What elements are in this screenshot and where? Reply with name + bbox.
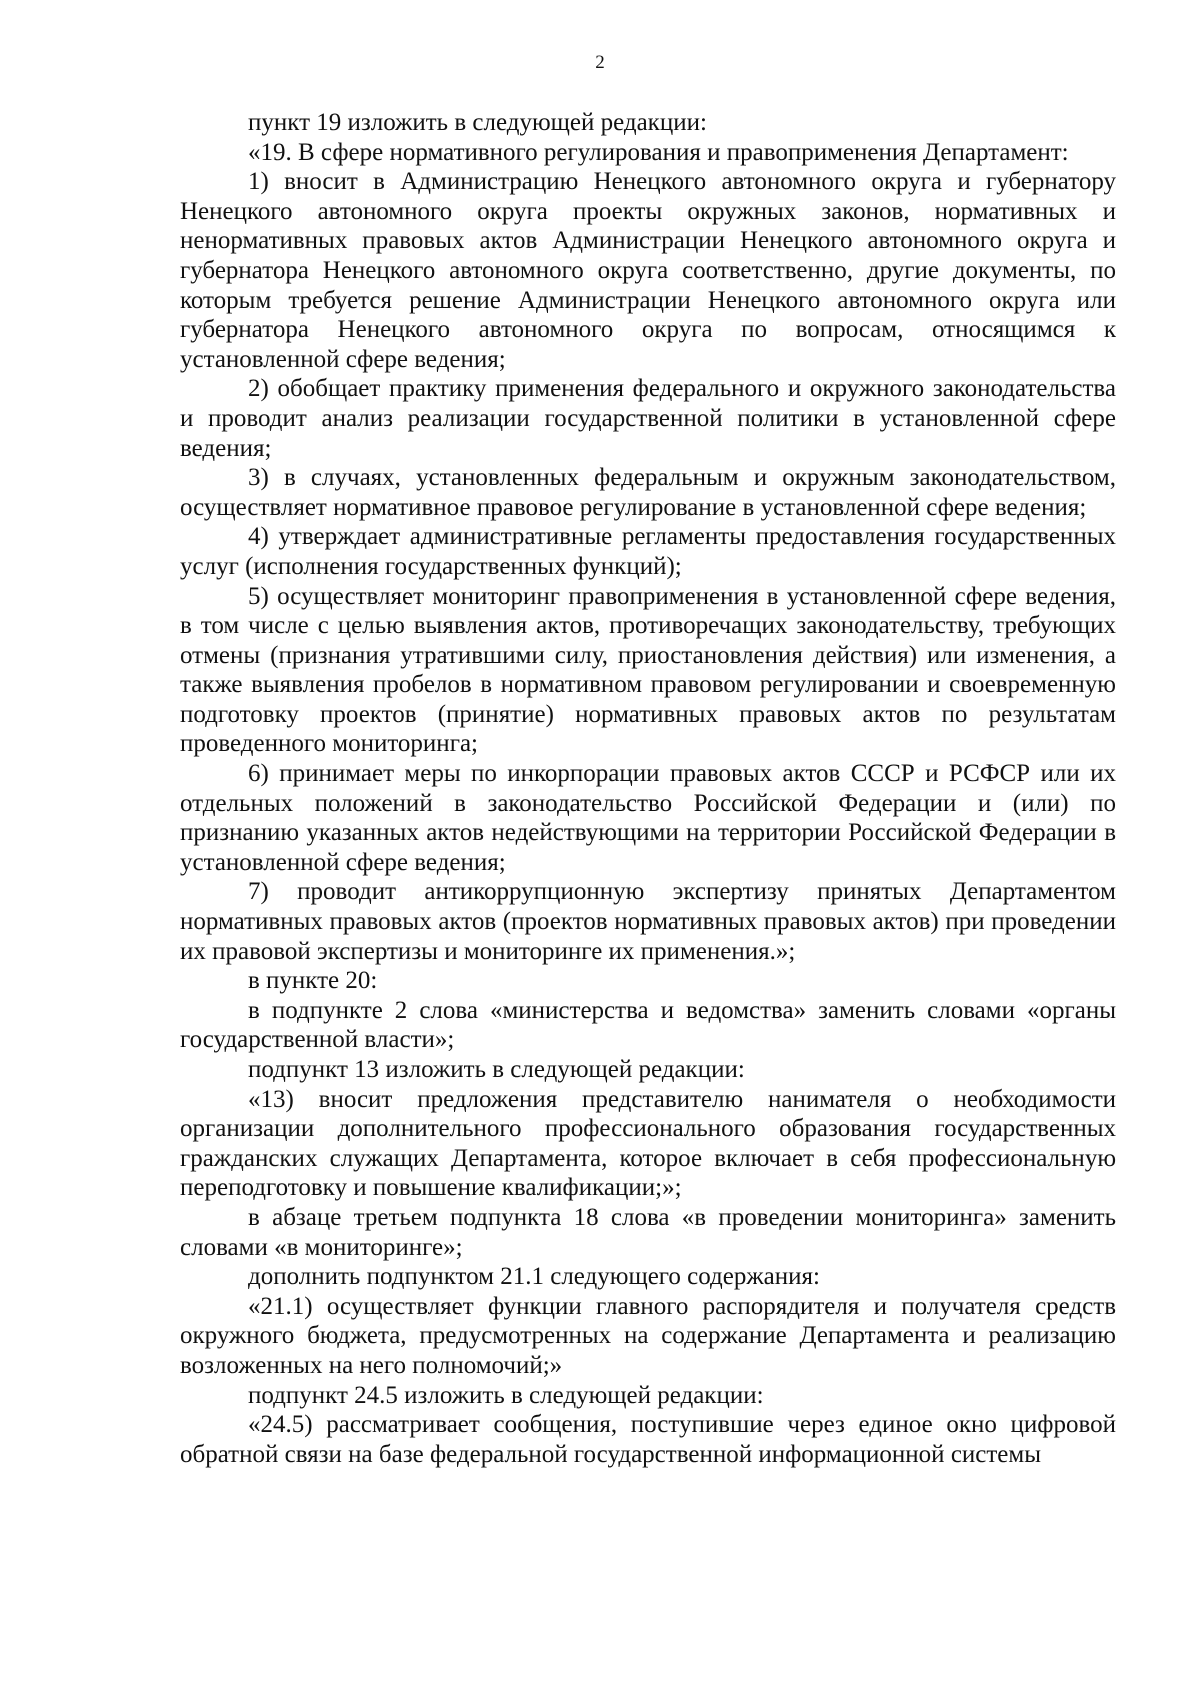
paragraph-5: 3) в случаях, установленных федеральным и окружным законодательством, осуществляет нормативное правовое регулирование в установленной сфере ведения; (180, 464, 1116, 521)
paragraph-15: дополнить подпунктом 21.1 следующего содержания: (248, 1263, 820, 1291)
paragraph-14: в абзаце третьем подпункта 18 слова «в проведении мониторинга» заменить словами «в мониторинге»; (180, 1203, 1116, 1261)
paragraph-4: 2) обобщает практику применения федерального и окружного законодательства и проводит анализ реализации государственной политики в установленной сфере ведения; (180, 375, 1116, 462)
paragraph-12: подпункт 13 изложить в следующей редакции: (248, 1056, 745, 1083)
paragraph-2: «19. В сфере нормативного регулирования и правоприменения Департамент: (248, 138, 1069, 166)
paragraph-8: 6) принимает меры по инкорпорации правовых актов СССР и РСФСР или их отдельных положений в законодательство Российской Федерации и (или) по признанию указанных актов недействующими на территории Российской Федерации в установленной сфере ведения; (180, 760, 1116, 876)
paragraph-17: подпункт 24.5 изложить в следующей редакции: (248, 1381, 764, 1409)
paragraph-3: 1) вносит в Администрацию Ненецкого автономного округа и губернатору Ненецкого автономного округа проекты окружных законов, нормативных и ненормативных правовых актов Администрации Ненецкого автономного округа и губернатора Ненецкого автономного округа соответственно, другие документы, по которым требуется решение Администрации Ненецкого автономного округа или губернатора Ненецкого автономного округа по вопросам, относящимся к установленной сфере ведения; (180, 168, 1116, 373)
paragraph-18: «24.5) рассматривает сообщения, поступившие через единое окно цифровой обратной связи на базе федеральной государственной информационной системы (180, 1411, 1116, 1468)
paragraph-7: 5) осуществляет мониторинг правоприменения в установленной сфере ведения, в том числе с целью выявления актов, противоречащих законодательству, требующих отмены (признания утратившими силу, приостановления действия) или изменения, а также выявления пробелов в нормативном правовом регулировании и своевременную подготовку проектов (принятие) нормативных правовых актов по результатам проведенного мониторинга; (180, 582, 1116, 758)
paragraph-13: «13) вносит предложения представителю нанимателя о необходимости организации дополнительного профессионального образования государственных гражданских служащих Департамента, которое включает в себя профессиональную переподготовку и повышение квалификации;»; (180, 1085, 1116, 1202)
document-body (180, 108, 1116, 1469)
paragraph-16: «21.1) осуществляет функции главного распорядителя и получателя средств окружного бюджета, предусмотренных на содержание Департамента и реализацию возложенных на него полномочий;» (180, 1292, 1116, 1379)
paragraph-6: 4) утверждает административные регламенты предоставления государственных услуг (исполнения государственных функций); (180, 523, 1116, 580)
paragraph-9: 7) проводит антикоррупционную экспертизу принятых Департаментом нормативных правовых актов (проектов нормативных правовых актов) при проведении их правовой экспертизы и мониторинге их применения.»; (180, 878, 1116, 965)
paragraph-1: пункт 19 изложить в следующей редакции: (248, 109, 707, 136)
page-number: 2 (595, 52, 605, 73)
paragraph-11: в подпункте 2 слова «министерства и ведомства» заменить словами «органы государственной власти»; (180, 996, 1116, 1054)
paragraph-10: в пункте 20: (248, 967, 378, 995)
